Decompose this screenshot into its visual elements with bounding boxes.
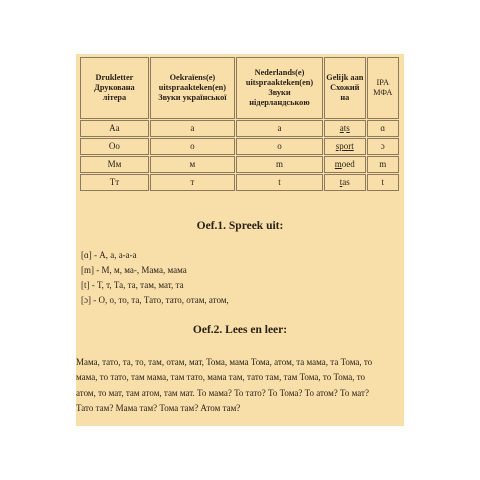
cell-letter: Aa (80, 120, 149, 137)
cell-ukrainian: o (150, 138, 235, 155)
exercise-1-line: [m] - М, м, ма-, Мама, мама (81, 265, 187, 275)
cell-similar: ats (324, 120, 366, 137)
exercise-2-line: мама, то тато, там мама, там тато, мама там, тато там, там Тома, то Тома, то (76, 372, 366, 383)
cell-dutch: t (236, 174, 323, 191)
table-row (80, 174, 399, 191)
exercise-2-title: Oef.2. Lees en leer: (192, 324, 288, 336)
cell-similar: tas (324, 174, 366, 191)
table-row (80, 138, 399, 155)
table-row (80, 120, 399, 137)
worksheet-page (76, 54, 404, 426)
exercise-2-line: Тато там? Мама там? Тома там? Атом там? (76, 402, 241, 413)
cell-ukrainian: м (150, 156, 235, 173)
exercise-2-line: атом, то мат, там атом, там мат. То мама? То тато? То Тома? То атом? То мат? (76, 387, 369, 398)
cell-similar: sport (324, 138, 366, 155)
exercise-1-title: Oef.1. Spreek uit: (196, 220, 284, 232)
header-print-letter: Drukletter Друкована літера (80, 57, 149, 119)
cell-ukrainian: a (150, 120, 235, 137)
cell-letter: Мм (80, 156, 149, 173)
cell-ipa: m (367, 156, 399, 173)
table-row (80, 156, 399, 173)
cell-letter: Oo (80, 138, 149, 155)
cell-ipa: ɔ (367, 138, 399, 155)
cell-dutch: o (236, 138, 323, 155)
cell-ukrainian: т (150, 174, 235, 191)
exercise-2-text (76, 355, 404, 416)
phonetics-table (79, 56, 400, 192)
cell-dutch: a (236, 120, 323, 137)
cell-letter: Тт (80, 174, 149, 191)
exercise-1-lines (81, 248, 229, 308)
exercise-1-line: [ɑ] - А, а, а-а-а (81, 250, 137, 260)
exercise-1-line: [ɔ] - О, о, то, та, Тато, тато, отам, атом, (81, 295, 229, 305)
cell-ipa: ɑ (367, 120, 399, 137)
header-ukrainian-sounds: Oekraïens(e) uitspraakteken(en) Звуки української (150, 57, 235, 119)
header-ipa: IPA МФА (367, 57, 399, 119)
header-similar-to: Gelijk aan Схожий на (324, 57, 366, 119)
cell-ipa: t (367, 174, 399, 191)
header-dutch-sounds: Nederlands(e) uitspraakteken(en) Звуки нідерландською (236, 57, 323, 119)
cell-dutch: m (236, 156, 323, 173)
exercise-2-line: Мама, тато, та, то, там, отам, мат, Тома, мама Тома, атом, та мама, та Тома, то (76, 357, 373, 367)
table-header-row (80, 57, 399, 119)
cell-similar: moed (324, 156, 366, 173)
exercise-1-line: [t] - Т, т, Та, та, там, мат, та (81, 280, 184, 290)
